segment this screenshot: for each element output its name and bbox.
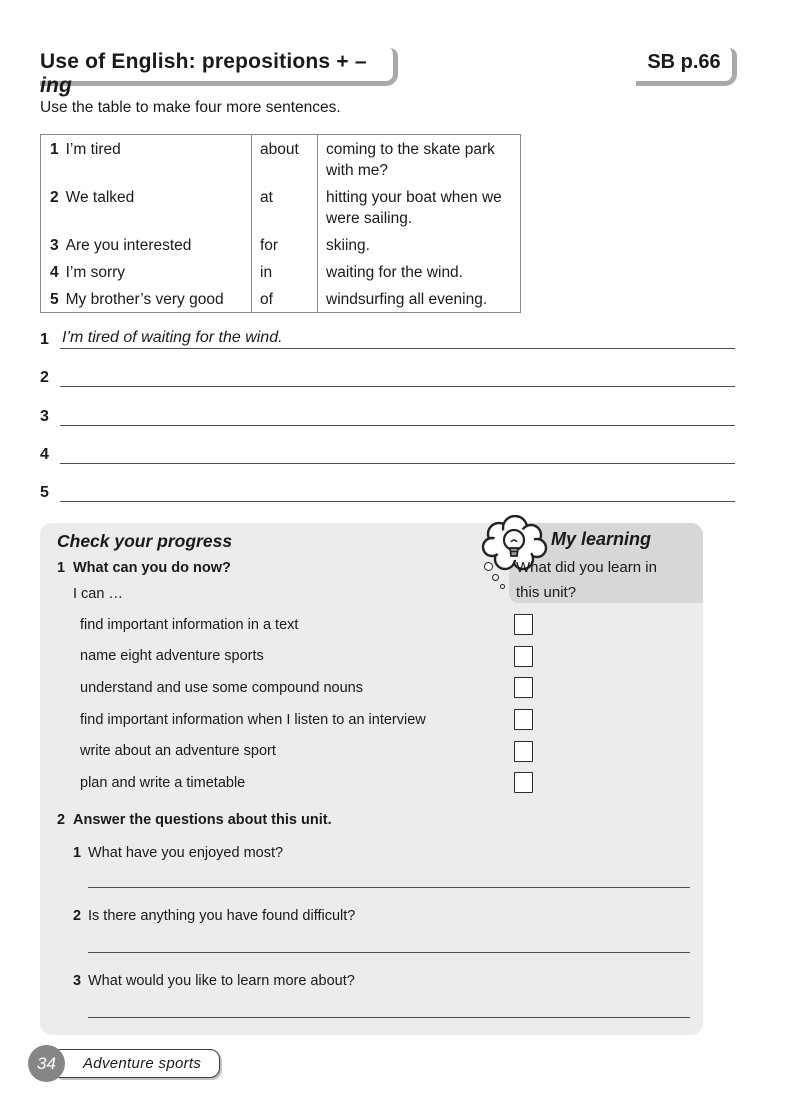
answer-number: 2 (40, 369, 49, 386)
can-do-checklist (80, 609, 533, 799)
progress-checkbox[interactable] (514, 614, 533, 635)
answer-row (40, 402, 735, 426)
answer-line[interactable] (60, 325, 735, 349)
table-cell-subject: 3 Are you interested (41, 231, 252, 258)
table-cell-preposition: of (252, 285, 318, 312)
unit-title-tab (56, 1049, 220, 1078)
progress-question-2 (57, 812, 332, 828)
checklist-label: write about an adventure sport (80, 743, 276, 760)
progress-checkbox[interactable] (514, 646, 533, 667)
thought-dot (484, 562, 493, 571)
unit-question (73, 845, 283, 861)
table-cell-subject: 1 I’m tired (41, 135, 252, 183)
exercise-instruction: Use the table to make four more sentences. (40, 99, 341, 116)
answer-example-text: I’m tired of waiting for the wind. (62, 329, 283, 346)
progress-heading: Check your progress (57, 531, 233, 551)
student-book-ref: SB p.66 (647, 51, 721, 73)
progress-checkbox[interactable] (514, 772, 533, 793)
answer-number: 4 (40, 446, 49, 463)
checklist-item (80, 641, 533, 673)
table-cell-ending: coming to the skate park with me? (326, 141, 495, 179)
i-can-label: I can … (73, 586, 123, 602)
thought-dot (500, 584, 505, 589)
answer-number: 1 (40, 331, 49, 348)
question-text: What can you do now? (73, 560, 231, 576)
table-cell-preposition: for (252, 231, 318, 258)
page-title-italic: –ing (40, 50, 367, 97)
preposition-table (40, 134, 521, 313)
progress-checkbox[interactable] (514, 741, 533, 762)
progress-checkbox[interactable] (514, 677, 533, 698)
question-number: 3 (73, 973, 82, 989)
writing-line[interactable] (88, 887, 690, 888)
question-number: 2 (73, 908, 82, 924)
table-cell-ending: windsurfing all evening. (326, 291, 488, 308)
student-book-ref-tab (636, 48, 737, 86)
table-cell-subject: 5 My brother’s very good (41, 285, 252, 312)
checklist-label: understand and use some compound nouns (80, 679, 363, 696)
answer-line[interactable] (60, 402, 735, 426)
table-cell-preposition: about (252, 135, 318, 183)
question-text: Answer the questions about this unit. (73, 812, 332, 828)
table-cell-preposition: in (252, 258, 318, 285)
unit-question (73, 908, 355, 924)
question-text: What have you enjoyed most? (88, 845, 284, 861)
answer-line[interactable] (60, 478, 735, 502)
checklist-label: find important information in a text (80, 616, 299, 633)
unit-question (73, 973, 355, 989)
row-number: 3 (50, 237, 59, 254)
question-number: 2 (57, 812, 66, 828)
answer-number: 3 (40, 408, 49, 425)
question-number: 1 (57, 560, 66, 576)
answer-row (40, 363, 735, 387)
checklist-label: find important information when I listen to an interview (80, 711, 426, 728)
checklist-item (80, 735, 533, 767)
page-number-badge: 34 (28, 1045, 65, 1082)
table-cell-preposition: at (252, 183, 318, 231)
table-cell-subject: 2 We talked (41, 183, 252, 231)
answer-row (40, 325, 735, 349)
table-cell-subject: 4 I’m sorry (41, 258, 252, 285)
writing-line[interactable] (88, 1017, 690, 1018)
checklist-label: plan and write a timetable (80, 774, 246, 791)
progress-question-1 (57, 560, 231, 576)
writing-line[interactable] (88, 952, 690, 953)
answer-row (40, 440, 735, 464)
question-text: What would you like to learn more about? (88, 973, 355, 989)
row-number: 2 (50, 189, 59, 206)
checklist-label: name eight adventure sports (80, 648, 264, 665)
thought-dot (492, 574, 499, 581)
checklist-item (80, 704, 533, 736)
my-learning-heading: My learning (551, 529, 652, 549)
unit-title: Adventure sports (83, 1055, 202, 1072)
row-number: 1 (50, 141, 59, 158)
question-number: 1 (73, 845, 82, 861)
answer-row (40, 478, 735, 502)
question-text: Is there anything you have found difficult? (88, 908, 356, 924)
progress-checkbox[interactable] (514, 709, 533, 730)
table-cell-ending: skiing. (326, 237, 370, 254)
row-number: 4 (50, 264, 59, 281)
checklist-item (80, 767, 533, 799)
answer-number: 5 (40, 484, 49, 501)
checklist-item (80, 672, 533, 704)
checklist-item (80, 609, 533, 641)
my-learning-question: What did you learn in this unit? (516, 559, 657, 601)
check-your-progress-panel (40, 523, 703, 1035)
answer-line[interactable] (60, 363, 735, 387)
table-cell-ending: hitting your boat when we were sailing. (326, 189, 502, 227)
table-cell-ending: waiting for the wind. (326, 264, 463, 281)
section-title-tab (40, 48, 398, 97)
page-title: Use of English: prepositions + –ing (40, 50, 367, 97)
answer-line[interactable] (60, 440, 735, 464)
row-number: 5 (50, 291, 59, 308)
